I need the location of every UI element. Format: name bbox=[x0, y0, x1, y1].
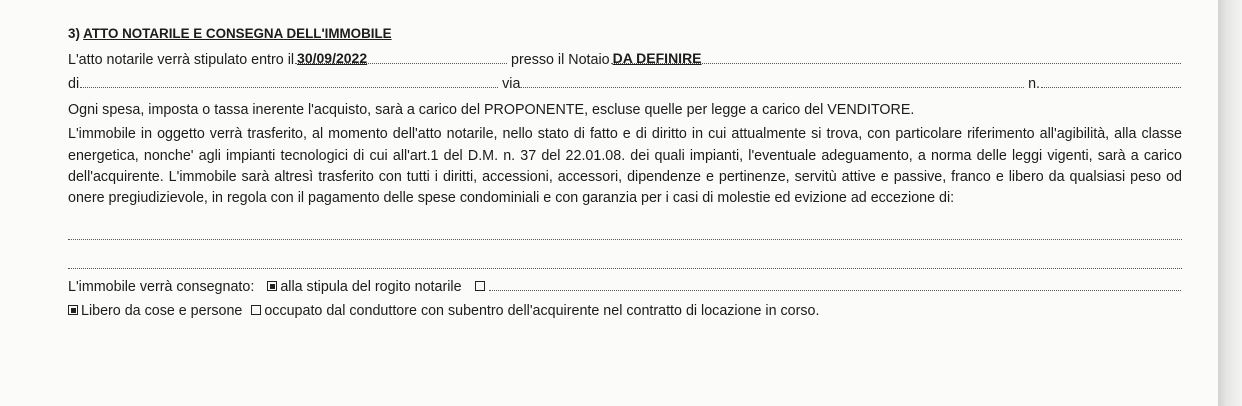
section-title: ATTO NOTARILE E CONSEGNA DELL'IMMOBILE bbox=[83, 26, 392, 41]
occupancy-free-checkbox[interactable] bbox=[68, 305, 78, 315]
delivery-line bbox=[68, 275, 1182, 299]
street-label: via bbox=[502, 76, 521, 92]
deed-date-prefix: L'atto notarile verrà stipulato entro il bbox=[68, 52, 295, 68]
deed-date-value: 30/09/2022 bbox=[297, 50, 368, 66]
number-label: n. bbox=[1028, 76, 1040, 92]
section-number: 3) bbox=[68, 26, 80, 41]
notary-value: DA DEFINIRE bbox=[612, 50, 702, 66]
delivery-label: L'immobile verrà consegnato: bbox=[68, 279, 255, 296]
delivery-rogito-label: alla stipula del rogito notarile bbox=[280, 279, 462, 296]
deed-location-line bbox=[68, 72, 1182, 96]
deed-date-field[interactable] bbox=[295, 48, 507, 64]
notary-prefix: presso il Notaio bbox=[511, 52, 610, 68]
expenses-clause: Ogni spesa, imposta o tassa inerente l'acquisto, sarà a carico del PROPONENTE, escluse quelle per legge a carico del VENDITORE. bbox=[68, 102, 915, 118]
occupancy-occupied-checkbox[interactable] bbox=[251, 305, 261, 315]
exceptions-line-1[interactable] bbox=[68, 209, 1182, 240]
document-content bbox=[68, 24, 1182, 323]
delivery-other-field[interactable] bbox=[489, 275, 1181, 291]
section-heading bbox=[68, 24, 1182, 44]
occupancy-line bbox=[68, 299, 1182, 323]
notary-field[interactable] bbox=[611, 48, 1181, 64]
occupancy-occupied-label: occupato dal conduttore con subentro dell'acquirente nel contratto di locazione in corso. bbox=[264, 303, 820, 320]
street-field[interactable] bbox=[521, 72, 1024, 88]
delivery-other-checkbox[interactable] bbox=[475, 281, 485, 291]
deed-date-line bbox=[68, 48, 1182, 72]
exceptions-line-2[interactable] bbox=[68, 240, 1182, 269]
page-edge-shadow bbox=[1218, 0, 1242, 406]
occupancy-free-label: Libero da cose e persone bbox=[81, 303, 243, 320]
city-field[interactable] bbox=[80, 72, 498, 88]
city-label: di bbox=[68, 76, 80, 92]
delivery-rogito-checkbox[interactable] bbox=[267, 281, 277, 291]
number-field[interactable] bbox=[1041, 72, 1181, 88]
transfer-paragraph: L'immobile in oggetto verrà trasferito, al momento dell'atto notarile, nello stato di fatto e di diritto in cui attualmente si trova, con particolare riferimento all'agibilità, alla classe energetica, nonche' agli impianti tecnologici di cui all'art.1 del D.M. n. 37 del 22.01.08. dei quali impianti, l'eventuale adeguamento, a norma delle leggi vigenti, sarà a carico dell'acquirente. L'immobile sarà altresì trasferito con tutti i diritti, accessioni, accessori, dipendenze e pertinenze, servitù attive e passive, franco e libero da qualsiasi peso od onere pregiudizievole, in regola con il pagamento delle spese condominiali e con garanzia per i casi di molestie ed evizione ad eccezione di: bbox=[68, 126, 1182, 207]
